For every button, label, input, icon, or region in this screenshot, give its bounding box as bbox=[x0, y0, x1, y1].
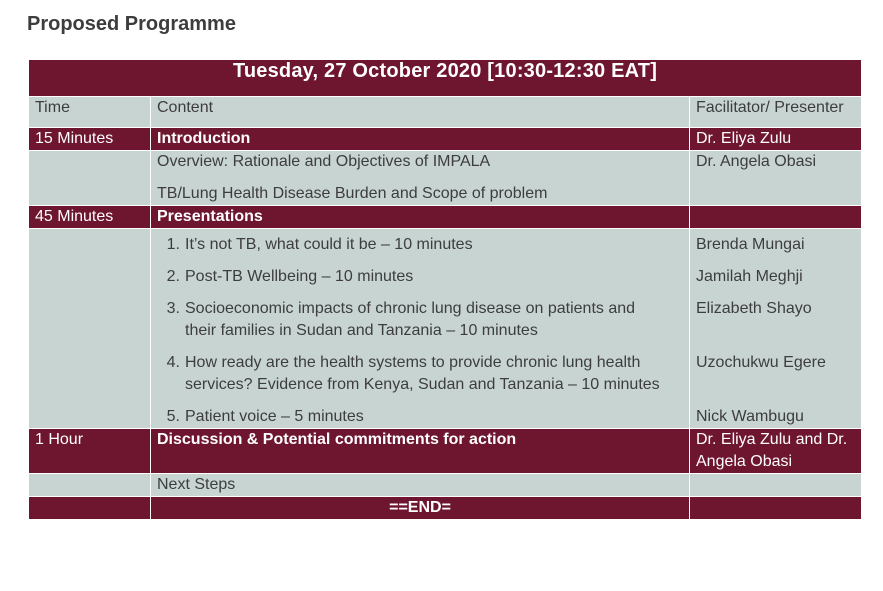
presentation-item bbox=[157, 406, 683, 428]
presentation-item bbox=[157, 234, 683, 256]
end-row bbox=[29, 497, 862, 520]
item-text: Post-TB Wellbeing – 10 minutes bbox=[185, 268, 414, 285]
presenter-name: Elizabeth Shayo bbox=[696, 300, 812, 317]
presentations-label: Presentations bbox=[151, 206, 690, 229]
empty-time-cell bbox=[29, 151, 151, 206]
next-steps-label: Next Steps bbox=[151, 474, 690, 497]
intro-row bbox=[29, 128, 862, 151]
presenter-list bbox=[690, 229, 862, 429]
presenter-name: Uzochukwu Egere bbox=[696, 354, 826, 371]
presentations-facilitator-empty bbox=[690, 206, 862, 229]
presentation-item bbox=[157, 266, 683, 288]
programme-table bbox=[28, 59, 862, 520]
intro-label: Introduction bbox=[151, 128, 690, 151]
intro-items-row bbox=[29, 151, 862, 206]
presentations-time: 45 Minutes bbox=[29, 206, 151, 229]
empty-facilitator-cell bbox=[690, 497, 862, 520]
discussion-row bbox=[29, 429, 862, 474]
item-number: 2. bbox=[166, 268, 180, 285]
presentation-item bbox=[157, 298, 683, 342]
item-text: Patient voice – 5 minutes bbox=[185, 408, 364, 425]
end-label: ==END= bbox=[151, 497, 690, 520]
discussion-label: Discussion & Potential commitments for action bbox=[151, 429, 690, 474]
table-title-row bbox=[29, 60, 862, 97]
next-steps-row bbox=[29, 474, 862, 497]
column-header-content: Content bbox=[151, 97, 690, 128]
item-text: their families in Sudan and Tanzania – 10 minutes bbox=[185, 322, 538, 339]
presentations-items-row bbox=[29, 229, 862, 429]
item-number: 4. bbox=[166, 354, 180, 371]
presentation-list bbox=[151, 229, 690, 429]
item-number: 5. bbox=[166, 408, 180, 425]
intro-item: TB/Lung Health Disease Burden and Scope of problem bbox=[157, 185, 548, 202]
discussion-time: 1 Hour bbox=[29, 429, 151, 474]
intro-item: Overview: Rationale and Objectives of IMPALA bbox=[157, 153, 491, 170]
presenter-name: Brenda Mungai bbox=[696, 236, 805, 253]
facilitator-line: Dr. Eliya Zulu and Dr. bbox=[696, 431, 848, 448]
presentations-row bbox=[29, 206, 862, 229]
presenter-name: Nick Wambugu bbox=[696, 408, 804, 425]
empty-time-cell bbox=[29, 497, 151, 520]
item-text: How ready are the health systems to provide chronic lung health bbox=[185, 354, 641, 371]
presenter-name: Jamilah Meghji bbox=[696, 268, 803, 285]
item-number: 1. bbox=[166, 236, 180, 253]
column-header-time: Time bbox=[29, 97, 151, 128]
empty-time-cell bbox=[29, 229, 151, 429]
intro-item-facilitator: Dr. Angela Obasi bbox=[690, 151, 862, 206]
item-text: It’s not TB, what could it be – 10 minutes bbox=[185, 236, 473, 253]
item-text: Socioeconomic impacts of chronic lung disease on patients and bbox=[185, 300, 636, 317]
page-heading: Proposed Programme bbox=[27, 13, 236, 35]
empty-facilitator-cell bbox=[690, 474, 862, 497]
column-header-facilitator: Facilitator/ Presenter bbox=[690, 97, 862, 128]
discussion-facilitator bbox=[690, 429, 862, 474]
column-header-row bbox=[29, 97, 862, 128]
empty-time-cell bbox=[29, 474, 151, 497]
facilitator-line: Angela Obasi bbox=[696, 453, 793, 470]
item-text: services? Evidence from Kenya, Sudan and Tanzania – 10 minutes bbox=[185, 376, 660, 393]
intro-items bbox=[151, 151, 690, 206]
session-date-title: Tuesday, 27 October 2020 [10:30-12:30 EAT] bbox=[29, 60, 862, 97]
item-number: 3. bbox=[166, 300, 180, 317]
intro-facilitator: Dr. Eliya Zulu bbox=[690, 128, 862, 151]
presentation-item bbox=[157, 352, 683, 396]
intro-time: 15 Minutes bbox=[29, 128, 151, 151]
